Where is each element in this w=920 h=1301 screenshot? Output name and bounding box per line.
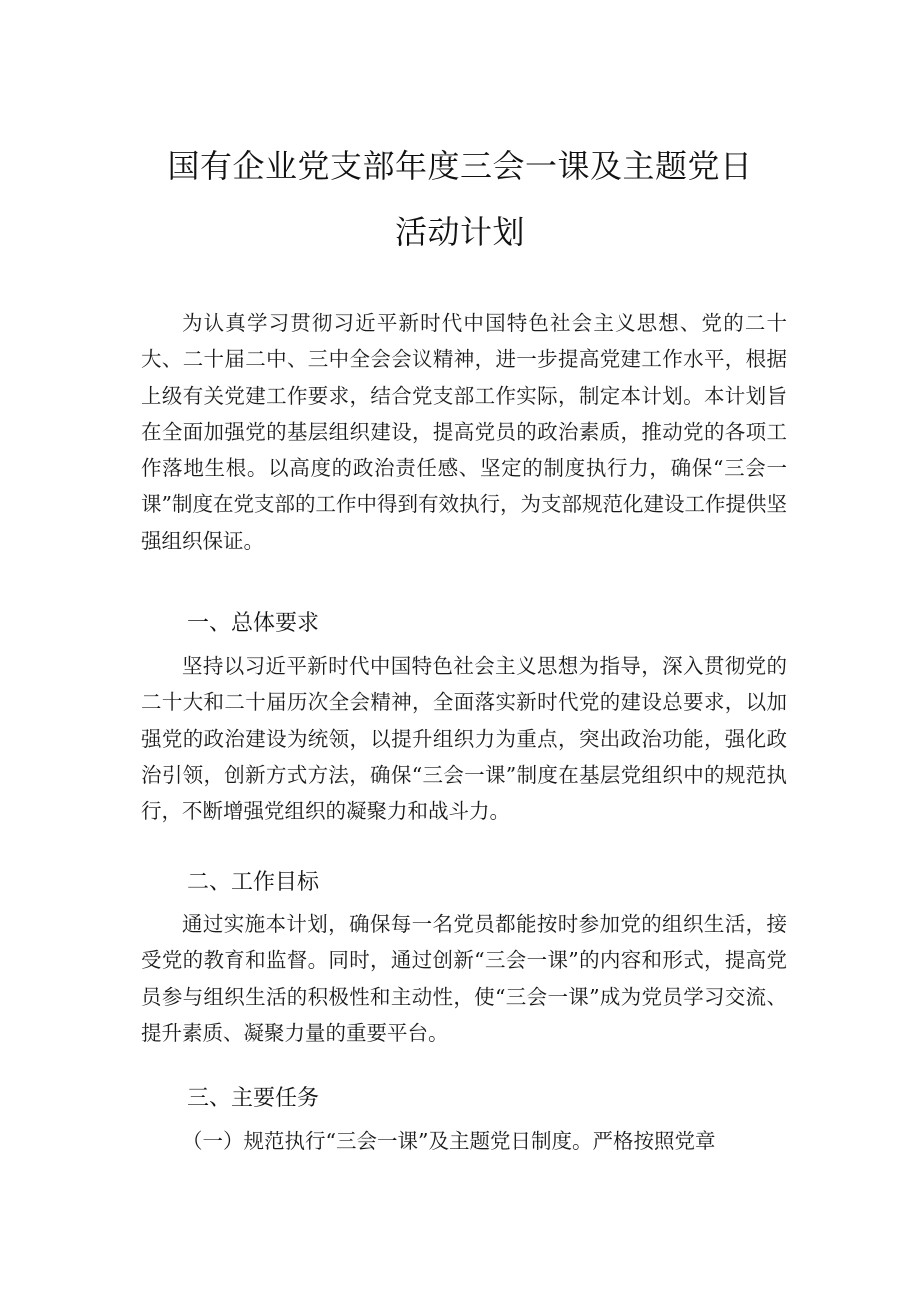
section-paragraph-work-goals: 通过实施本计划，确保每一名党员都能按时参加党的组织生活，接受党的教育和监督。同时，通过创新“三会一课”的内容和形式，提高党员参与组织生活的积极性和主动性，使“三会一课”成为党员学习交流、提升素质、凝聚力量的重要平台。 <box>141 912 787 1045</box>
intro-paragraph: 为认真学习贯彻习近平新时代中国特色社会主义思想、党的二十大、二十届二中、三中全会会议精神，进一步提高党建工作水平，根据上级有关党建工作要求，结合党支部工作实际，制定本计划。本计划旨在全面加强党的基层组织建设，提高党员的政治素质，推动党的各项工作落地生根。以高度的政治责任感、坚定的制度执行力，确保“三会一课”制度在党支部的工作中得到有效执行，为支部规范化建设工作提供坚强组织保证。 <box>141 311 787 553</box>
section-heading-overall-requirements: 一、总体要求 <box>187 611 320 636</box>
document-title-line-2: 活动计划 <box>394 213 525 251</box>
document-title-line-1: 国有企业党支部年度三会一课及主题党日 <box>167 147 753 185</box>
section-heading-work-goals: 二、工作目标 <box>187 870 320 895</box>
section-heading-main-tasks: 三、主要任务 <box>187 1086 320 1111</box>
section-paragraph-main-tasks: （一）规范执行“三会一课”及主题党日制度。严格按照党章 <box>182 1129 716 1153</box>
section-paragraph-overall-requirements: 坚持以习近平新时代中国特色社会主义思想为指导，深入贯彻党的二十大和二十届历次全会精神，全面落实新时代党的建设总要求，以加强党的政治建设为统领，以提升组织力为重点，突出政治功能，强化政治引领，创新方式方法，确保“三会一课”制度在基层党组织中的规范执行，不断增强党组织的凝聚力和战斗力。 <box>141 654 787 824</box>
